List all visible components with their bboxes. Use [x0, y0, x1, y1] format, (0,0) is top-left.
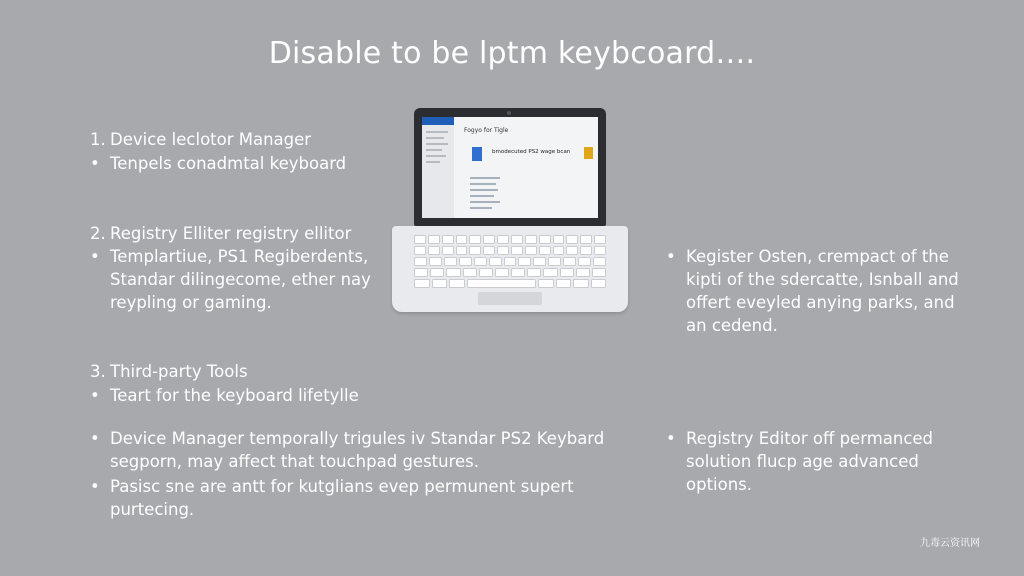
section-1-bullet: • Tenpels conadmtal keyboard	[90, 154, 347, 173]
keyboard-device-icon	[472, 147, 482, 161]
bottom-left-bullet-1: • Device Manager temporally trigules iv Standar PS2 Keybard segporn, may affect that touchpad gestures.	[90, 429, 605, 471]
watermark: 九毒云资讯网	[920, 538, 980, 549]
section-3-heading: 3. Third-party Tools	[90, 362, 248, 381]
section-2-bullet: • Templartiue, PS1 Regiberdents, Standar dilingecome, ether nay reypling or gaming.	[90, 247, 371, 312]
section-1-heading: 1. Device leclotor Manager	[90, 130, 312, 149]
bottom-right-note: • Registry Editor off permanced solution flucp age advanced options.	[666, 429, 934, 494]
section-2-heading: 2. Registry Elliter registry ellitor	[90, 224, 352, 243]
bullet-dot: •	[90, 429, 100, 448]
page-title: Disable to be lptm keybcoard….	[268, 36, 756, 71]
laptop-screen	[422, 117, 598, 218]
screen-device-row: bmodecuted PS2 wage bcan	[464, 145, 592, 165]
section-3-bullet: • Teart for the keyboard lifetylle	[90, 386, 359, 405]
screen-window-title: Fogyo for Tigle	[464, 127, 509, 134]
laptop-base	[392, 226, 628, 312]
bullet-dot: •	[90, 386, 100, 405]
bullet-dot: •	[90, 477, 100, 496]
bullet-dot: •	[666, 429, 676, 448]
driver-icon	[584, 147, 593, 159]
touchpad	[478, 292, 542, 305]
laptop-lid	[414, 108, 606, 226]
laptop-illustration	[392, 108, 628, 313]
keyboard	[414, 235, 606, 290]
right-note-1: • Kegister Osten, crempact of the kipti of the sdercatte, Isnball and offert eveyled anying parks, and an cedend.	[666, 247, 959, 335]
screen-sidebar	[422, 117, 454, 218]
bullet-dot: •	[666, 247, 676, 266]
bullet-dot: •	[90, 154, 100, 173]
bullet-dot: •	[90, 247, 100, 266]
webcam-icon	[507, 111, 511, 115]
bottom-left-bullet-2: • Pasisc sne are antt for kutglians evep permunent supert purtecing.	[90, 477, 574, 519]
